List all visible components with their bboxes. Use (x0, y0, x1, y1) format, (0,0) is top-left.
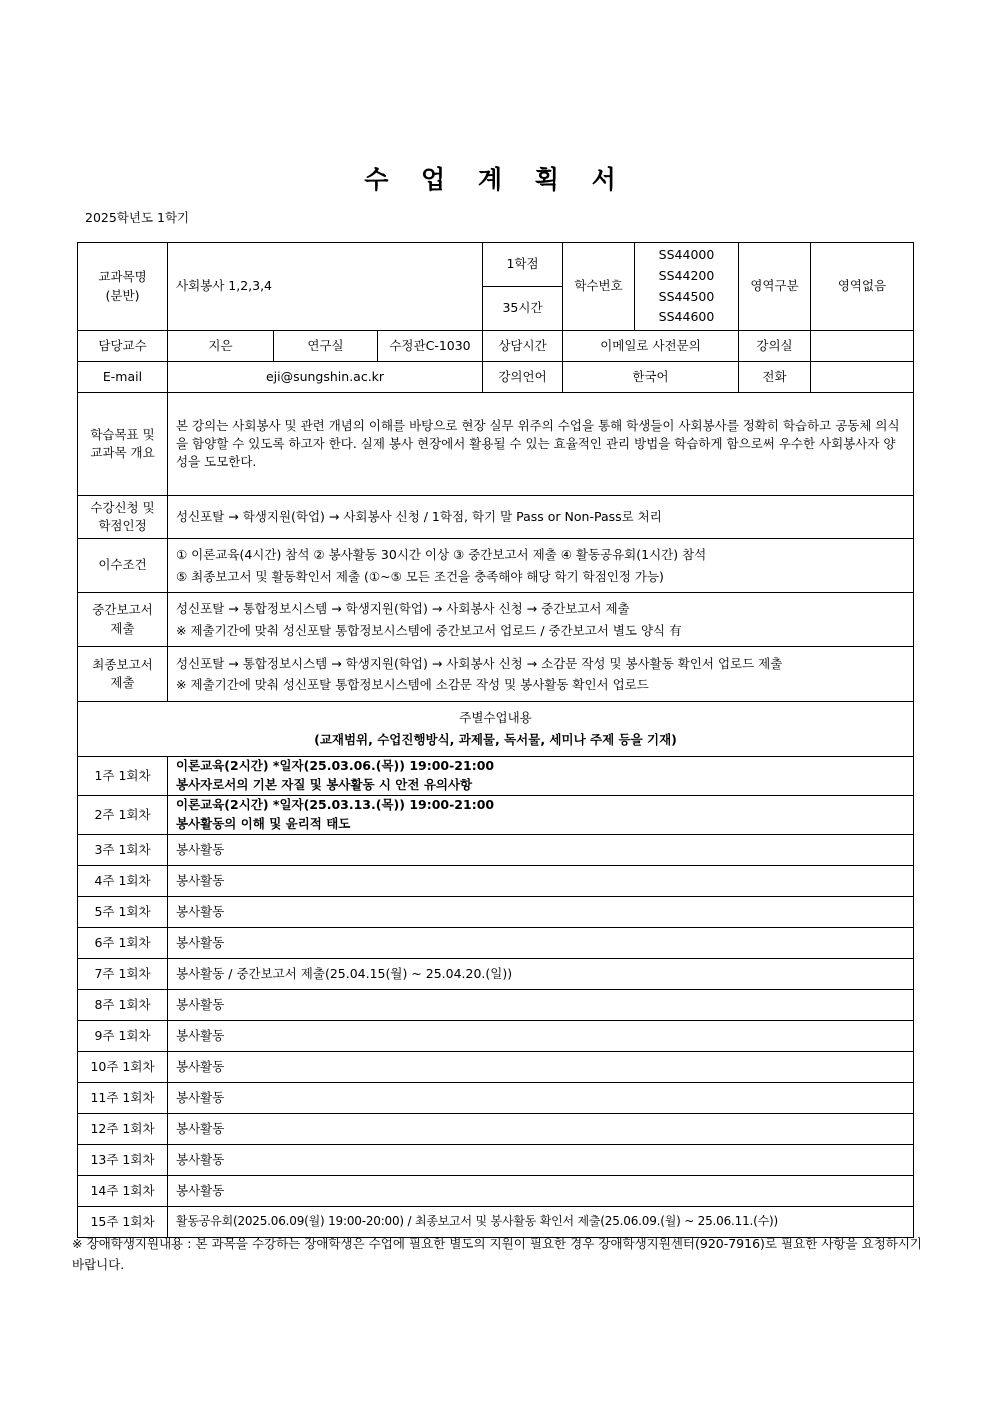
room-value (811, 331, 914, 362)
completion-text (168, 539, 914, 593)
completion-text-line: ① 이론교육(4시간) 참석 ② 봉사활동 30시간 이상 ③ 중간보고서 제출 ④ 활동공유회(1시간) 참석 (176, 547, 707, 563)
weekly-title: 주별수업내용 (459, 710, 532, 726)
week-label: 9주 1회차 (78, 1021, 168, 1052)
week-content: 봉사활동 (168, 897, 914, 928)
area-value: 영역없음 (811, 243, 914, 331)
objectives-label: 학습목표 및 교과목 개요 (78, 393, 168, 496)
completion-text-line: ⑤ 최종보고서 및 활동확인서 제출 (①~⑤ 모든 조건을 충족해야 해당 학기 학점인정 가능) (176, 568, 664, 584)
week-label: 5주 1회차 (78, 897, 168, 928)
course-name: 사회봉사 1,2,3,4 (168, 243, 483, 331)
midterm-report-text (168, 593, 914, 647)
completion-label: 이수조건 (78, 539, 168, 593)
area-label: 영역구분 (739, 243, 811, 331)
phone-label: 전화 (739, 362, 811, 393)
week-content: 봉사활동 / 중간보고서 제출(25.04.15(월) ~ 25.04.20.(일)) (168, 959, 914, 990)
registration-text: 성신포탈 → 학생지원(학업) → 사회봉사 신청 / 1학점, 학기 말 Pass or Non-Pass로 처리 (168, 496, 914, 539)
objectives-text: 본 강의는 사회봉사 및 관련 개념의 이해를 바탕으로 현장 실무 위주의 수업을 통해 학생들이 사회봉사를 정확히 학습하고 공동체 의식을 함양할 수 있도록 하고자 한다. 실제 봉사 현장에서 활용될 수 있는 효율적인 관리 방법을 학습하게 함으로써 우수한 사회봉사자 양성을 도모한다. (168, 393, 914, 496)
office-value: 수정관C-1030 (378, 331, 483, 362)
language-label: 강의언어 (483, 362, 563, 393)
professor-label: 담당교수 (78, 331, 168, 362)
professor-name: 지은 (168, 331, 274, 362)
final-report-text (168, 647, 914, 702)
week-content: 봉사활동 (168, 1052, 914, 1083)
week-label: 11주 1회차 (78, 1083, 168, 1114)
midterm-report-label: 중간보고서 제출 (78, 593, 168, 647)
week-content: 활동공유회(2025.06.09(월) 19:00-20:00) / 최종보고서 및 봉사활동 확인서 제출(25.06.09.(월) ~ 25.06.11.(수)) (168, 1207, 914, 1238)
semester-label: 2025학년도 1학기 (85, 210, 190, 225)
week-label: 6주 1회차 (78, 928, 168, 959)
week-label: 2주 1회차 (78, 796, 168, 835)
week-label: 12주 1회차 (78, 1114, 168, 1145)
course-code-label: 학수번호 (563, 243, 635, 331)
week-label: 3주 1회차 (78, 835, 168, 866)
week-content: 봉사활동 (168, 1145, 914, 1176)
hours: 35시간 (483, 287, 563, 331)
credits: 1학점 (483, 243, 563, 287)
week-label: 15주 1회차 (78, 1207, 168, 1238)
phone-value (811, 362, 914, 393)
language-value: 한국어 (563, 362, 739, 393)
registration-label: 수강신청 및 학점인정 (78, 496, 168, 539)
week-content: 봉사활동 (168, 1021, 914, 1052)
room-label: 강의실 (739, 331, 811, 362)
week-content: 봉사활동 (168, 1176, 914, 1207)
weekly-subtitle: (교재범위, 수업진행방식, 과제물, 독서물, 세미나 주제 등을 기재) (314, 732, 677, 747)
course-codes: SS44000 SS44200 SS44500 SS44600 (635, 243, 739, 331)
week-label: 4주 1회차 (78, 866, 168, 897)
page-title: 수 업 계 획 서 (364, 165, 628, 194)
week-label: 10주 1회차 (78, 1052, 168, 1083)
week-content: 봉사활동 (168, 990, 914, 1021)
week-label: 14주 1회차 (78, 1176, 168, 1207)
week-label: 1주 1회차 (78, 757, 168, 796)
week-content: 이론교육(2시간) *일자(25.03.13.(목)) 19:00-21:00 봉사활동의 이해 및 윤리적 태도 (168, 796, 914, 835)
midterm-report-line: 성신포탈 → 통합정보시스템 → 학생지원(학업) → 사회봉사 신청 → 중간보고서 제출 (176, 601, 630, 617)
disability-support-note: ※ 장애학생지원내용 : 본 과목을 수강하는 장애학생은 수업에 필요한 별도의 지원이 필요한 경우 장애학생지원센터(920-7916)로 필요한 사항을 요청하시기 바랍니다. (72, 1236, 922, 1272)
week-content: 봉사활동 (168, 866, 914, 897)
course-plan-table (77, 242, 914, 1238)
final-report-label: 최종보고서 제출 (78, 647, 168, 702)
consult-label: 상담시간 (483, 331, 563, 362)
week-label: 7주 1회차 (78, 959, 168, 990)
consult-value: 이메일로 사전문의 (563, 331, 739, 362)
office-label: 연구실 (274, 331, 378, 362)
week-label: 13주 1회차 (78, 1145, 168, 1176)
final-report-line: ※ 제출기간에 맞춰 성신포탈 통합정보시스템에 소감문 작성 및 봉사활동 확인서 업로드 (176, 677, 649, 692)
week-label: 8주 1회차 (78, 990, 168, 1021)
email-value: eji@sungshin.ac.kr (168, 362, 483, 393)
midterm-report-line: ※ 제출기간에 맞춰 성신포탈 통합정보시스템에 중간보고서 업로드 / 중간보고서 별도 양식 有 (176, 622, 682, 638)
course-name-label: 교과목명 (분반) (78, 243, 168, 331)
email-label: E-mail (78, 362, 168, 393)
week-content: 이론교육(2시간) *일자(25.03.06.(목)) 19:00-21:00 봉사자로서의 기본 자질 및 봉사활동 시 안전 유의사항 (168, 757, 914, 796)
week-content: 봉사활동 (168, 928, 914, 959)
week-content: 봉사활동 (168, 1114, 914, 1145)
week-content: 봉사활동 (168, 835, 914, 866)
weekly-header (78, 702, 914, 757)
week-content: 봉사활동 (168, 1083, 914, 1114)
final-report-line: 성신포탈 → 통합정보시스템 → 학생지원(학업) → 사회봉사 신청 → 소감문 작성 및 봉사활동 확인서 업로드 제출 (176, 655, 783, 671)
